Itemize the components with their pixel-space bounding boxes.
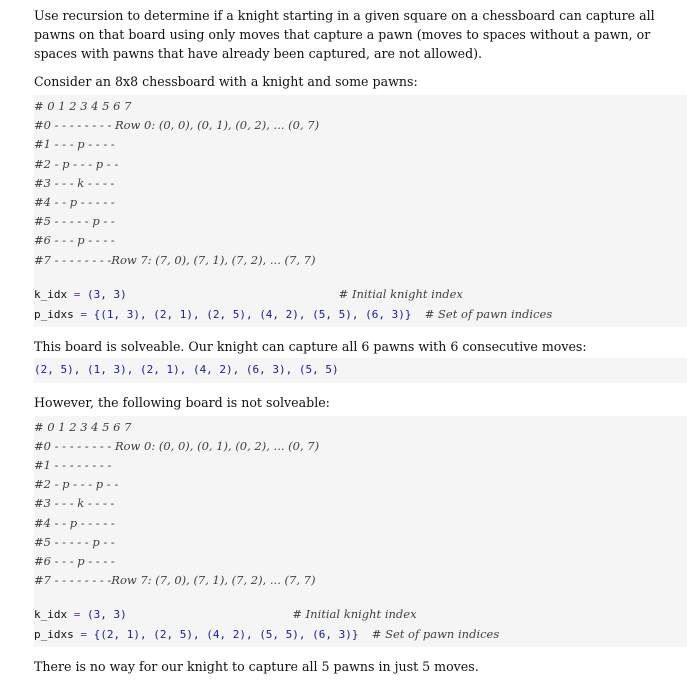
board2-line-5: #4 - - p - - - - - — [34, 515, 115, 530]
k-idx-label: k_idx — [34, 608, 68, 622]
board2-line-1: #0 - - - - - - - - Row 0: (0, 0), (0, 1), (0, 2), ... (0, 7) — [34, 438, 320, 453]
k-idx-comment: # Initial knight index — [292, 607, 417, 622]
board1-line-6: #5 - - - - - p - - — [34, 214, 115, 229]
p-idxs-value: {(1, 3), (2, 1), (2, 5), (4, 2), (5, 5), (6, 3)} — [93, 307, 412, 321]
board2-knight-index-line — [34, 604, 687, 624]
p-idxs-equals: = — [80, 307, 87, 321]
board2-line-4: #3 - - - k - - - - — [34, 496, 115, 511]
board2-code-block — [34, 416, 687, 648]
consider-paragraph: Consider an 8x8 chessboard with a knight and some pawns: — [34, 74, 418, 89]
k-idx-label: k_idx — [34, 287, 68, 301]
intro-paragraph: Use recursion to determine if a knight starting in a given square on a chessboard can capture all pawns on that board using only moves that capture a pawn (moves to spaces without a pawn, or spaces with pawns that have already been captured, are not allowed). — [34, 8, 655, 61]
board1-line-7: #6 - - - p - - - - — [34, 233, 115, 248]
board1-pawn-indices-line — [34, 304, 687, 324]
p-idxs-equals: = — [80, 628, 87, 642]
solveable-paragraph: This board is solveable. Our knight can capture all 6 pawns with 6 consecutive moves: — [34, 338, 587, 354]
k-idx-equals: = — [73, 608, 81, 622]
board2-pawn-indices-line — [34, 624, 687, 644]
board1-line-5: #4 - - p - - - - - — [34, 194, 115, 209]
board2-line-6: #5 - - - - - p - - — [34, 534, 115, 549]
board1-line-1: #0 - - - - - - - - Row 0: (0, 0), (0, 1), (0, 2), ... (0, 7) — [34, 118, 320, 133]
board2-line-8: #7 - - - - - - - -Row 7: (7, 0), (7, 1), (7, 2), ... (7, 7) — [34, 573, 316, 588]
board2-line-7: #6 - - - p - - - - — [34, 554, 115, 568]
board1-line-2: #1 - - - p - - - - — [34, 137, 115, 152]
board2-line-2: #1 - - - - - - - - — [34, 458, 112, 473]
p-idxs-label: p_idxs — [34, 628, 74, 642]
p-idxs-comment: # Set of pawn indices — [424, 306, 553, 321]
k-idx-value: (3, 3) — [87, 287, 127, 301]
moves-code-block — [34, 358, 687, 383]
board2-line-0: # 0 1 2 3 4 5 6 7 — [34, 419, 132, 434]
p-idxs-label: p_idxs — [34, 307, 74, 321]
k-idx-value: (3, 3) — [87, 608, 127, 622]
board1-code-block — [34, 95, 687, 327]
p-idxs-value: {(2, 1), (2, 5), (4, 2), (5, 5), (6, 3)} — [93, 628, 359, 642]
board2-line-3: #2 - p - - - p - - — [34, 477, 119, 492]
p-idxs-comment: # Set of pawn indices — [371, 627, 500, 642]
board1-line-0: # 0 1 2 3 4 5 6 7 — [34, 99, 132, 113]
board1-line-8: #7 - - - - - - - -Row 7: (7, 0), (7, 1), (7, 2), ... (7, 7) — [34, 252, 316, 267]
k-idx-equals: = — [73, 287, 81, 301]
board1-knight-index-line — [34, 284, 687, 304]
board1-line-3: #2 - p - - - p - - — [34, 156, 119, 171]
however-paragraph: However, the following board is not solveable: — [34, 394, 330, 410]
conclusion-paragraph: There is no way for our knight to capture all 5 pawns in just 5 moves. — [34, 659, 479, 675]
moves-sequence: (2, 5), (1, 3), (2, 1), (4, 2), (6, 3), (5, 5) — [34, 362, 339, 376]
board1-line-4: #3 - - - k - - - - — [34, 175, 115, 190]
k-idx-comment: # Initial knight index — [338, 286, 463, 301]
